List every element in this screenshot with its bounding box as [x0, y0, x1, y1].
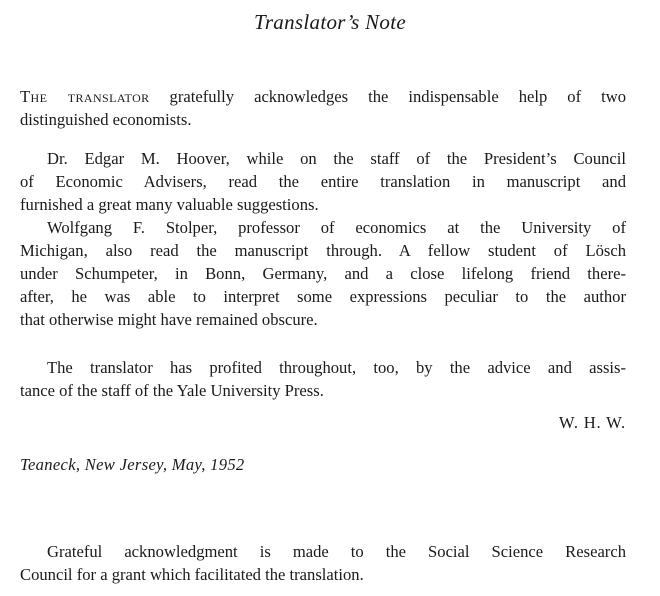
paragraph-line [20, 85, 626, 108]
paragraph-line: Wolfgang F. Stolper, professor of economics at the University of [47, 218, 626, 237]
paragraph-line: Grateful acknowledgment is made to the Social Science Research [47, 542, 626, 561]
paragraph-intro [20, 85, 626, 131]
paragraph-line: furnished a great many valuable suggestions. [20, 195, 319, 214]
paragraph-line: distinguished economists. [20, 110, 192, 129]
paragraph-hoover [20, 147, 626, 216]
paragraph-line: under Schumpeter, in Bonn, Germany, and a close lifelong friend there- [20, 264, 626, 283]
paragraph-stolper [20, 216, 626, 331]
paragraph-line: Council for a grant which facilitated the translation. [20, 565, 364, 584]
paragraph-line: of Economic Advisers, read the entire translation in manuscript and [20, 172, 626, 191]
page-title: Translator’s Note [254, 10, 406, 34]
paragraph-line: Dr. Edgar M. Hoover, while on the staff of the President’s Council [47, 149, 626, 168]
signature-initials: W. H. W. [558, 413, 626, 432]
paragraph-grant [20, 540, 626, 586]
lead-smallcaps: The translator [20, 87, 150, 106]
paragraph-line-rest: gratefully acknowledges the indispensable help of two [149, 87, 627, 106]
paragraph-line: The translator has profited throughout, too, by the advice and assis- [47, 358, 626, 377]
paragraph-press [20, 356, 626, 402]
paragraph-line: Michigan, also read the manuscript through. A fellow student of Lösch [20, 241, 626, 260]
paragraph-line: after, he was able to interpret some expressions peculiar to the author [20, 287, 626, 306]
place-and-date: Teaneck, New Jersey, May, 1952 [20, 455, 245, 474]
paragraph-line: that otherwise might have remained obscure. [20, 310, 318, 329]
paragraph-line: tance of the staff of the Yale University Press. [20, 381, 324, 400]
